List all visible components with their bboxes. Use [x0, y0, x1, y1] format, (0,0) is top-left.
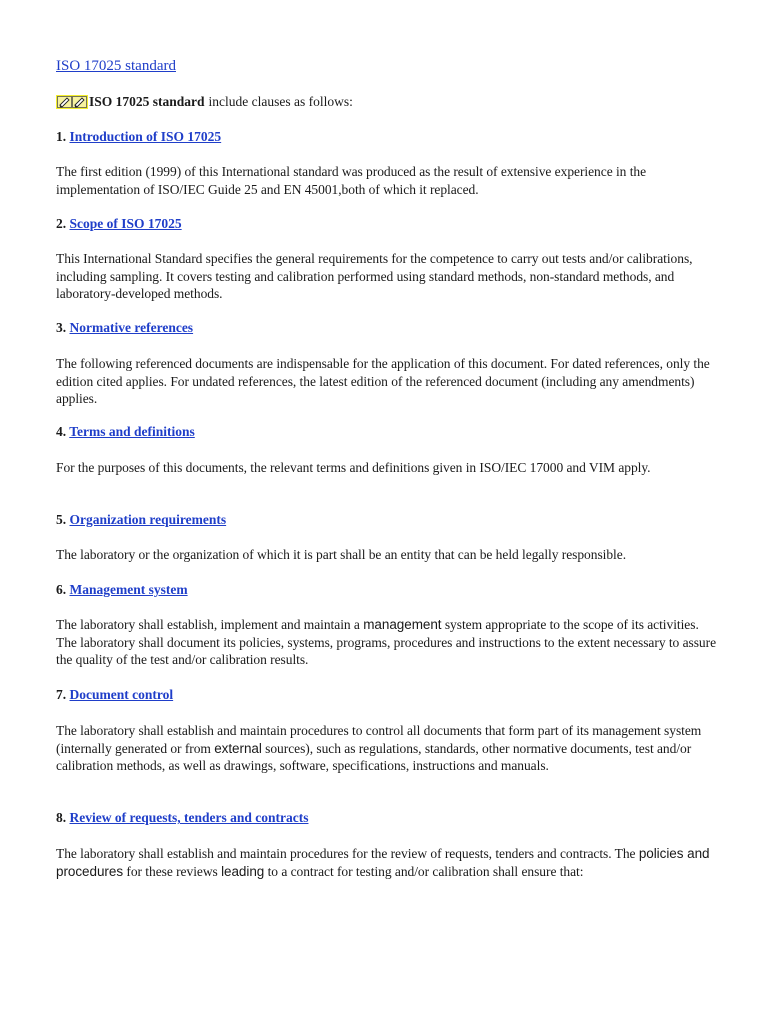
body-part: The laboratory shall establish and maintain procedures to control all documents that form part of its management system (internally generated or from	[56, 723, 702, 756]
body-part-sans: leading	[221, 863, 265, 879]
section-number: 2.	[56, 216, 67, 231]
intro-text: include clauses as follows:	[208, 94, 353, 109]
section-link-scope[interactable]: Scope of ISO 17025	[69, 216, 182, 231]
body-part: sources), such as regulations, standards, other normative documents, test and/or calibration methods, as well as drawings, software, specifications, instructions and manuals.	[56, 740, 692, 773]
pencil-note-icon	[72, 96, 87, 108]
body-part: system appropriate to the scope of its activities. The laboratory shall document its policies, systems, programs, procedures and instructions to the extent necessary to assure the quality of the test and/or calibration results.	[56, 617, 717, 667]
section-body: The first edition (1999) of this International standard was produced as the result of extensive experience in the implementation of ISO/IEC Guide 25 and EN 45001,both of which it replaced.	[56, 164, 647, 197]
section-5-body	[56, 546, 716, 564]
section-4-body	[56, 459, 716, 477]
section-heading	[56, 424, 716, 440]
section-body: The laboratory or the organization of which it is part shall be an entity that can be held legally responsible.	[56, 547, 627, 562]
section-6	[56, 582, 716, 598]
section-number: 4.	[56, 424, 67, 439]
section-5	[56, 512, 716, 528]
section-number: 3.	[56, 320, 67, 335]
section-body	[56, 722, 716, 775]
section-heading	[56, 810, 716, 826]
body-part-sans: policies and procedures	[56, 846, 710, 879]
pencil-note-icon	[57, 96, 72, 108]
section-link-management-system[interactable]: Management system	[69, 582, 188, 597]
section-heading	[56, 582, 716, 598]
section-heading	[56, 216, 716, 232]
body-part: The laboratory shall establish and maintain procedures for the review of requests, tenders and contracts. The	[56, 846, 639, 861]
section-number: 5.	[56, 512, 67, 527]
section-body	[56, 845, 716, 880]
section-3	[56, 320, 716, 336]
section-link-review-requests[interactable]: Review of requests, tenders and contracts	[69, 810, 309, 825]
section-3-body	[56, 355, 716, 408]
section-8	[56, 810, 716, 826]
section-heading	[56, 512, 716, 528]
section-2-body	[56, 250, 716, 303]
body-part-sans: management	[363, 617, 442, 632]
section-link-organization[interactable]: Organization requirements	[69, 512, 227, 527]
section-link-document-control[interactable]: Document control	[69, 687, 174, 702]
body-part: to a contract for testing and/or calibration shall ensure that:	[264, 863, 584, 879]
section-1-body	[56, 163, 716, 198]
section-7-body	[56, 722, 716, 775]
page-title-link[interactable]: ISO 17025 standard	[56, 58, 176, 74]
section-heading	[56, 320, 716, 336]
body-part: The laboratory shall establish, implement and maintain a	[56, 617, 364, 632]
icon-pair	[56, 95, 88, 109]
section-link-normative-references[interactable]: Normative references	[69, 320, 194, 335]
section-number: 8.	[56, 810, 67, 825]
section-body: For the purposes of this documents, the relevant terms and definitions given in ISO/IEC 17000 and VIM apply.	[56, 460, 651, 475]
section-body	[56, 616, 716, 669]
section-8-body	[56, 845, 716, 880]
section-7	[56, 687, 716, 703]
section-2	[56, 216, 716, 232]
intro-bold: ISO 17025 standard	[89, 94, 205, 109]
section-number: 6.	[56, 582, 67, 597]
section-6-body	[56, 616, 716, 669]
section-link-terms-definitions[interactable]: Terms and definitions	[69, 424, 195, 439]
intro-line	[56, 94, 353, 110]
section-heading	[56, 129, 716, 145]
section-heading	[56, 687, 716, 703]
section-1	[56, 129, 716, 145]
body-part-sans: external	[214, 740, 262, 756]
body-part: for these reviews	[123, 863, 222, 879]
section-body: The following referenced documents are indispensable for the application of this document. For dated references, only the edition cited applies. For undated references, the latest edition of the referenced document (including any amendments) applies.	[56, 356, 710, 406]
section-4	[56, 424, 716, 440]
section-link-introduction[interactable]: Introduction of ISO 17025	[69, 129, 222, 144]
section-body: This International Standard specifies the general requirements for the competence to carry out tests and/or calibrations, including sampling. It covers testing and calibration performed using standard methods, non-standard methods, and laboratory-developed methods.	[56, 251, 693, 301]
section-number: 7.	[56, 687, 67, 702]
section-number: 1.	[56, 129, 67, 144]
